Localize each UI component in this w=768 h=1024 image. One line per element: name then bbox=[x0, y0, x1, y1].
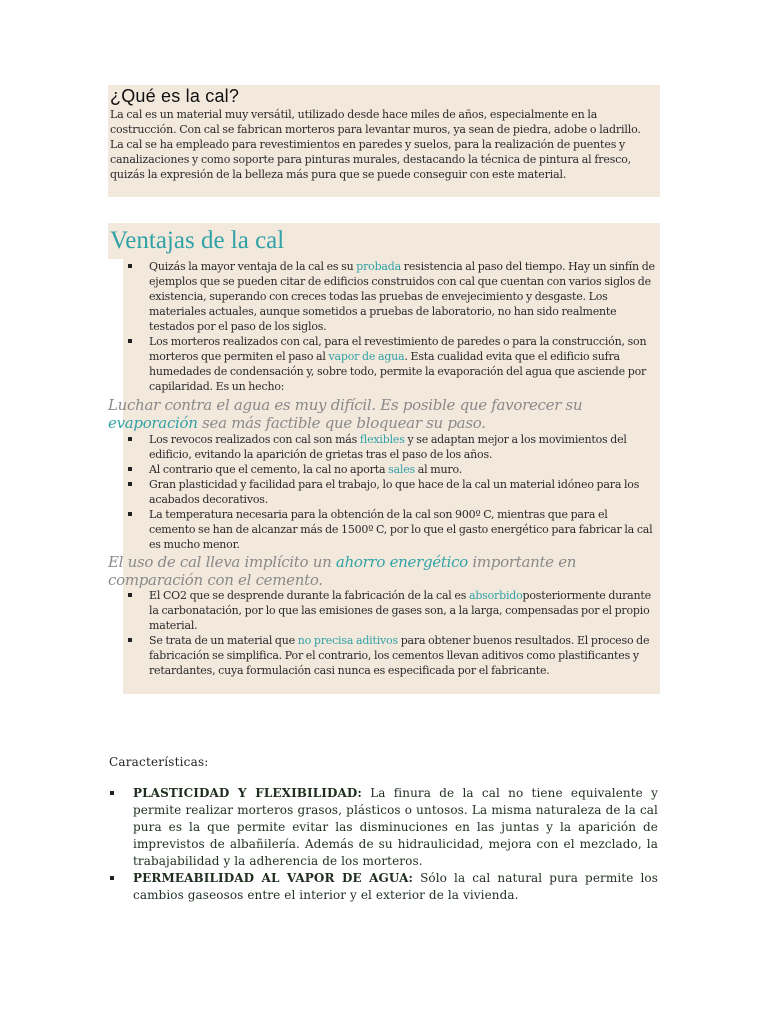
characteristics-title: Características: bbox=[109, 755, 209, 769]
bullet-square-icon bbox=[110, 876, 114, 880]
advantages-header bbox=[108, 223, 660, 259]
intro-title: ¿Qué es la cal? bbox=[110, 86, 240, 106]
list-item: PLASTICIDAD Y FLEXIBILIDAD: La finura de la cal no tiene equivalente y permite realizar morteros grasos, plásticos o untosos. La misma naturaleza de la cal pura es la que permite evitar las disminuciones en las juntas y la aparición de imprevistos de albañilería. Además de su hidraulicidad, mejora con el mezclado, la trabajabilidad y la adherencia de los morteros. bbox=[108, 785, 658, 870]
intro-text: La cal es un material muy versátil, utilizado desde hace miles de años, especialmente en la costrucción. Con cal se fabrican morteros para levantar muros, ya sean de piedra, adobe o ladrillo. La cal se ha empleado para revestimientos en paredes y suelos, para la realización de puentes y canalizaciones y como soporte para pinturas murales, destacando la técnica de pintura al fresco, quizás la expresión de la belleza más pura que se puede conseguir con este material. bbox=[110, 108, 641, 181]
bullet-square-icon bbox=[128, 437, 132, 441]
highlight-text: absorbido bbox=[468, 589, 523, 602]
quote-evaporation: Luchar contra el agua es muy difícil. Es posible que favorecer su evaporación sea más factible que bloquear su paso. bbox=[108, 396, 583, 432]
list-item: Los revocos realizados con cal son más flexibles y se adaptan mejor a los movimientos del edificio, evitando la aparición de grietas tras el paso de los años. bbox=[123, 432, 655, 462]
characteristic-label: PERMEABILIDAD AL VAPOR DE AGUA: bbox=[133, 871, 414, 885]
bullet-square-icon bbox=[128, 264, 132, 268]
highlight-text: probada bbox=[356, 260, 401, 273]
bullet-square-icon bbox=[128, 482, 132, 486]
highlight-text: no precisa aditivos bbox=[297, 634, 398, 647]
bullet-square-icon bbox=[128, 467, 132, 471]
bullet-square-icon bbox=[128, 638, 132, 642]
list-item: Los morteros realizados con cal, para el revestimiento de paredes o para la construcción, son morteros que permiten el paso al vapor de agua. Esta cualidad evita que el edificio sufra humedades de condensación y, sobre todo, permite la evaporación del agua que asciende por capilaridad. Es un hecho: bbox=[123, 334, 655, 394]
bullet-square-icon bbox=[128, 339, 132, 343]
highlight-text: vapor de agua bbox=[328, 350, 405, 363]
bullet-square-icon bbox=[110, 791, 114, 795]
list-item: Se trata de un material que no precisa aditivos para obtener buenos resultados. El proceso de fabricación se simplifica. Por el contrario, los cementos llevan aditivos como plastificantes y retardantes, cuya formulación casi nunca es especificada por el fabricante. bbox=[123, 633, 655, 678]
characteristics-list bbox=[108, 785, 658, 904]
list-item: El CO2 que se desprende durante la fabricación de la cal es absorbidoposteriormente durante la carbonatación, por lo que las emisiones de gases son, a la larga, compensadas por el propio material. bbox=[123, 588, 655, 633]
bullet-square-icon bbox=[128, 593, 132, 597]
characteristic-label: PLASTICIDAD Y FLEXIBILIDAD: bbox=[133, 786, 362, 800]
advantages-title: Ventajas de la cal bbox=[110, 227, 285, 254]
advantages-list-1 bbox=[123, 259, 655, 394]
list-item: PERMEABILIDAD AL VAPOR DE AGUA: Sólo la cal natural pura permite los cambios gaseosos entre el interior y el exterior de la vivienda. bbox=[108, 870, 658, 904]
bullet-square-icon bbox=[128, 512, 132, 516]
list-item: Quizás la mayor ventaja de la cal es su probada resistencia al paso del tiempo. Hay un sinfín de ejemplos que se pueden citar de edificios construidos con cal que cuentan con varios siglos de existencia, superando con creces todas las pruebas de envejecimiento y desgaste. Los materiales actuales, aunque sometidos a pruebas de laboratorio, no han sido realmente testados por el paso de los siglos. bbox=[123, 259, 655, 334]
list-item: La temperatura necesaria para la obtención de la cal son 900º C, mientras que para el cemento se han de alcanzar más de 1500º C, por lo que el gasto energético para fabricar la cal es mucho menor. bbox=[123, 507, 655, 552]
highlight-text: sales bbox=[388, 463, 416, 476]
highlight-text: flexibles bbox=[359, 433, 405, 446]
highlight-text: ahorro energético bbox=[335, 553, 468, 571]
quote-energy-saving: El uso de cal lleva implícito un ahorro energético importante en comparación con el cemento. bbox=[108, 553, 577, 589]
list-item: Gran plasticidad y facilidad para el trabajo, lo que hace de la cal un material idóneo para los acabados decorativos. bbox=[123, 477, 655, 507]
intro-section bbox=[108, 85, 660, 197]
list-item: Al contrario que el cemento, la cal no aporta sales al muro. bbox=[123, 462, 655, 477]
advantages-list-3 bbox=[123, 588, 655, 678]
highlight-text: evaporación bbox=[108, 414, 198, 432]
advantages-list-2 bbox=[123, 432, 655, 552]
